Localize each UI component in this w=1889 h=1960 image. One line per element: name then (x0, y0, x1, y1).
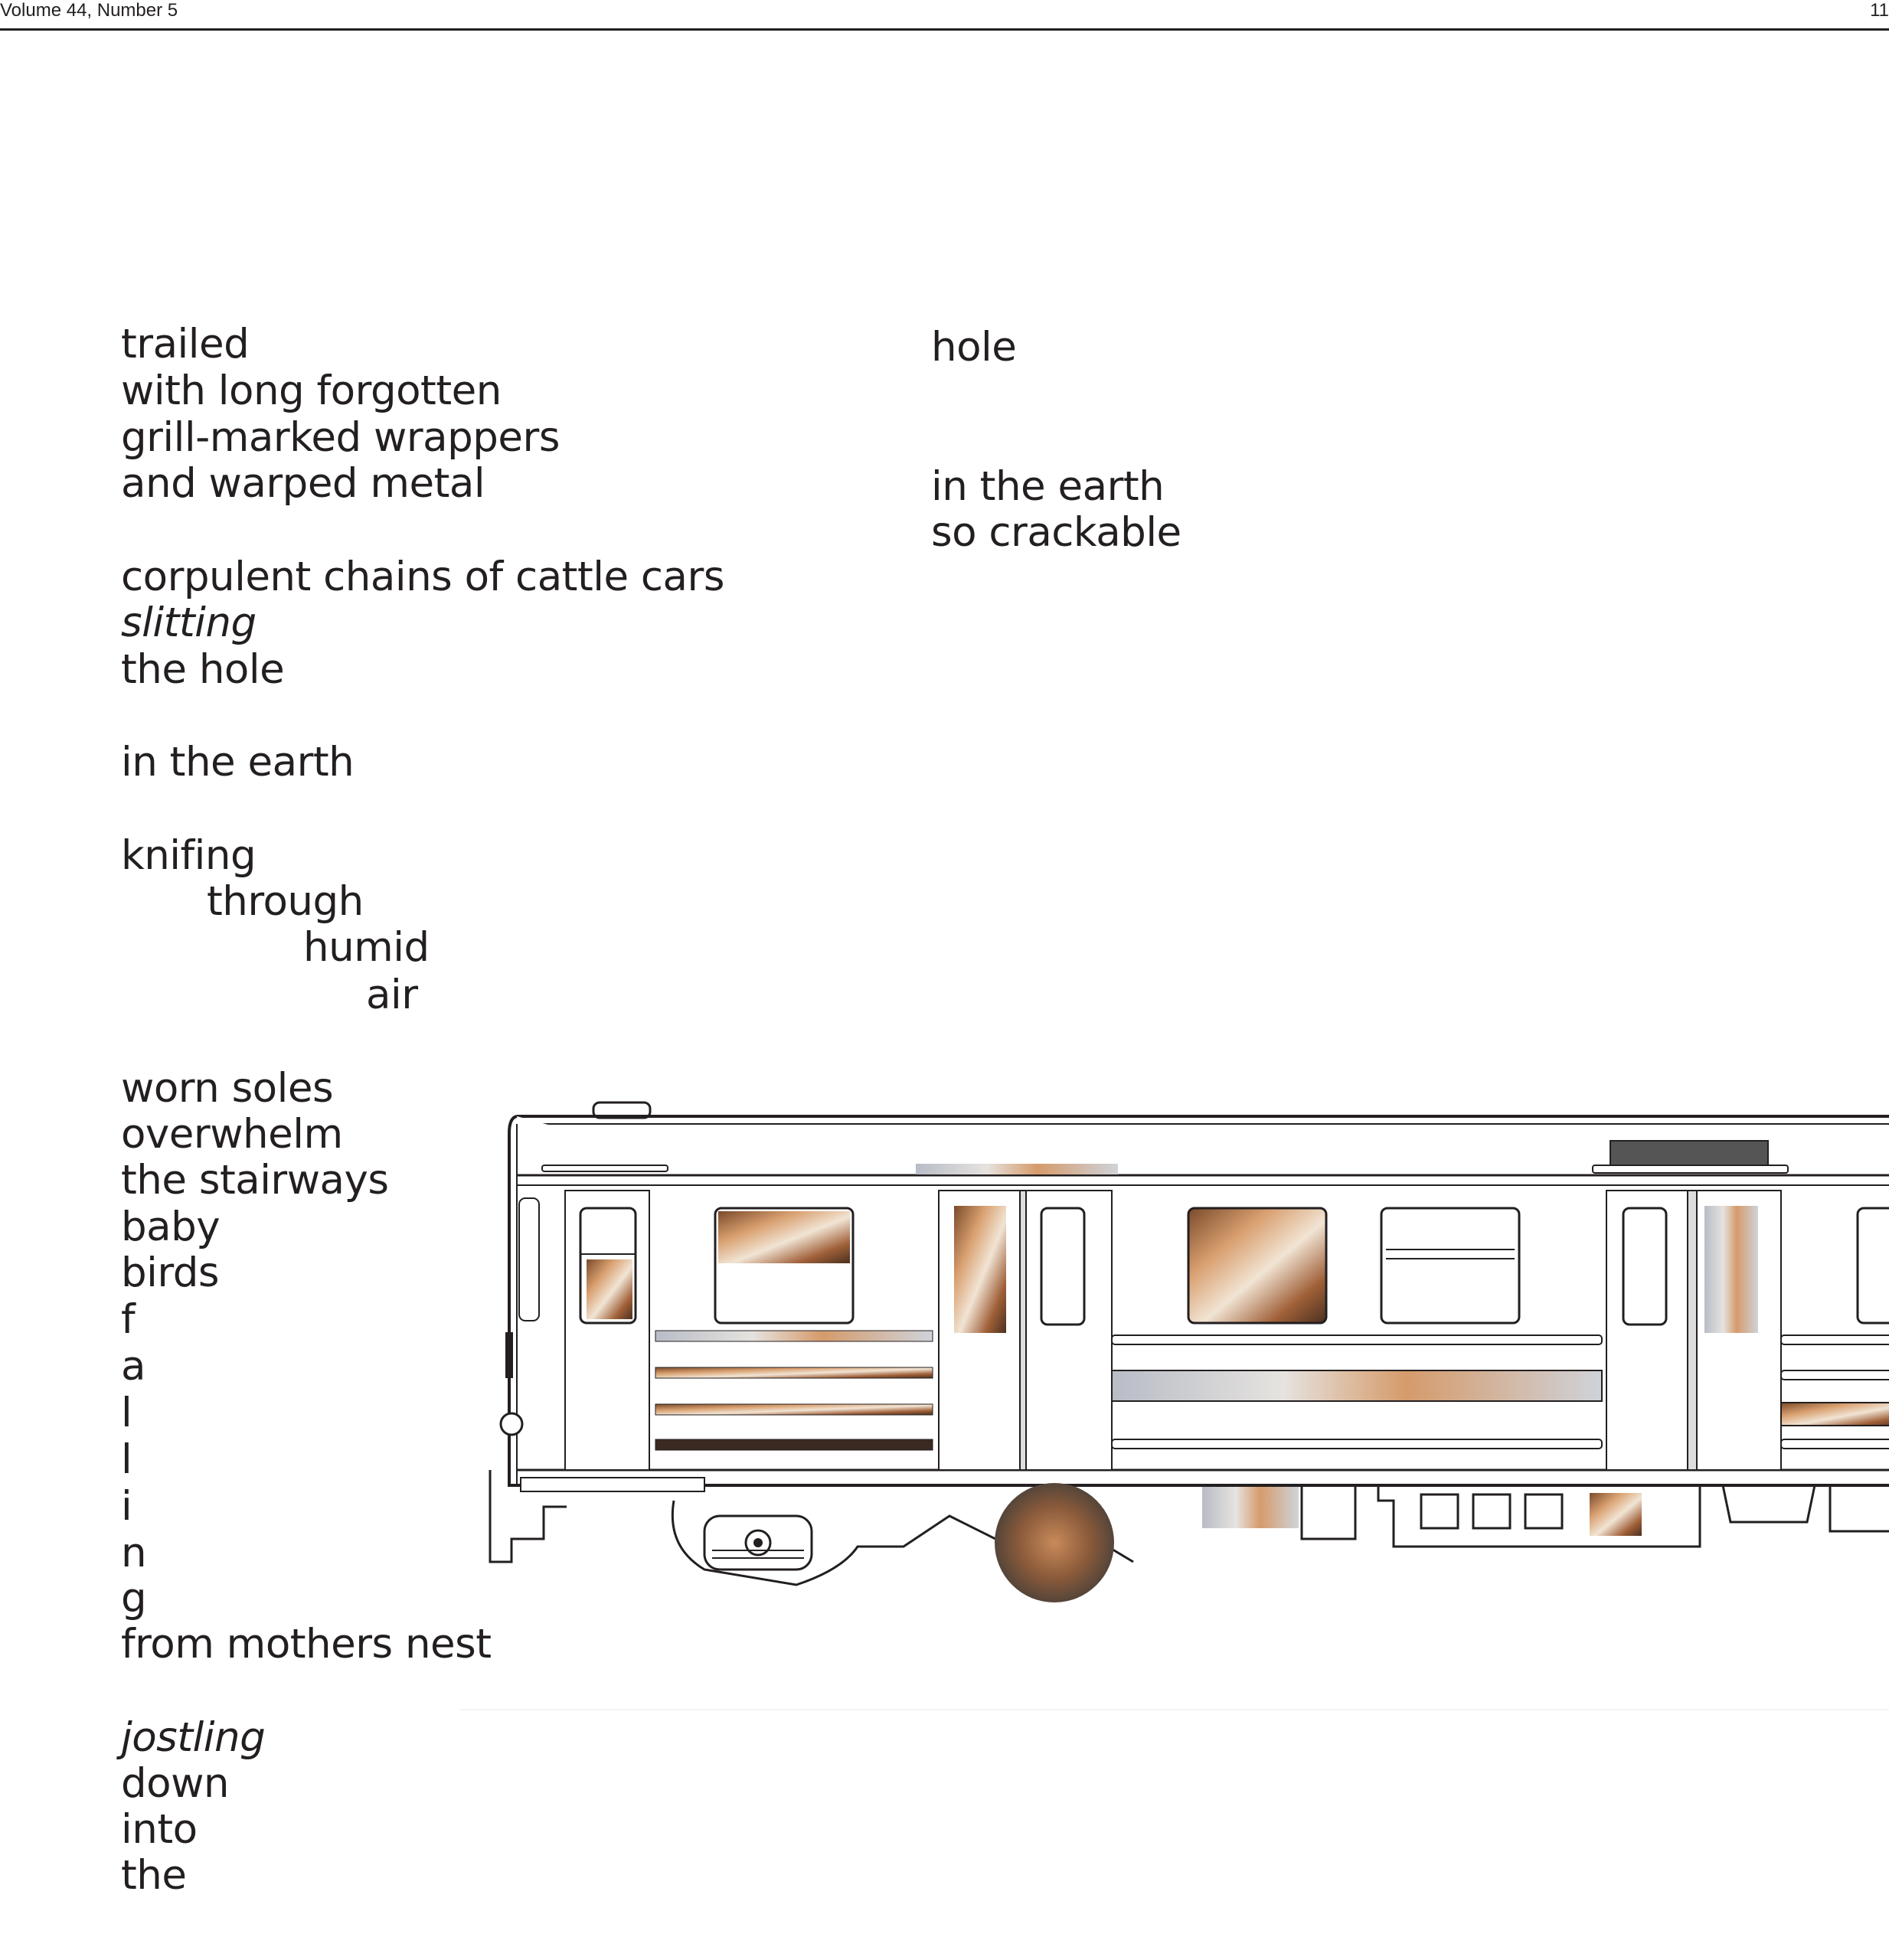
subway-train-illustration (475, 1087, 1889, 1638)
poem-line: in the earth (121, 739, 355, 786)
poem-line-italic: slitting (121, 599, 257, 646)
poem-line: air (366, 972, 418, 1018)
poem-line: trailed (121, 321, 250, 368)
poem-line: the hole (121, 646, 285, 693)
poem-line: knifing (121, 832, 257, 879)
poem-letter: l (121, 1436, 132, 1483)
poem-line: with long forgotten (121, 368, 502, 414)
poem-line: grill-marked wrappers (121, 414, 560, 461)
poem-line: the stairways (121, 1157, 389, 1204)
poem-line: corpulent chains of cattle cars (121, 554, 724, 600)
poem-line: hole (931, 324, 1017, 371)
poem-line: so crackable (931, 509, 1181, 556)
poem-letter: n (121, 1530, 147, 1576)
poem-line: worn soles (121, 1065, 334, 1112)
poem-line: from mothers nest (121, 1621, 492, 1668)
poem-line: overwhelm (121, 1111, 343, 1158)
page-divider (459, 1709, 1889, 1710)
poem-line: in the earth (931, 463, 1165, 510)
running-header (0, 0, 1889, 31)
poem-line: baby (121, 1204, 221, 1250)
poem-line: humid (303, 924, 430, 971)
poem-line: the (121, 1852, 187, 1899)
poem-letter: i (121, 1483, 132, 1530)
poem-line-italic: jostling (121, 1714, 266, 1761)
poem-line: into (121, 1806, 198, 1853)
poem-line: and warped metal (121, 460, 485, 507)
poem-letter: f (121, 1296, 136, 1343)
poem-letter: g (121, 1575, 147, 1622)
poem-line: through (207, 878, 364, 925)
volume-label: Volume 44, Number 5 (0, 0, 178, 21)
poem-letter: a (121, 1343, 145, 1390)
poem-line: down (121, 1760, 230, 1807)
page-number: 11 (1870, 0, 1889, 21)
poem-line: birds (121, 1250, 219, 1296)
poem-letter: l (121, 1390, 132, 1436)
